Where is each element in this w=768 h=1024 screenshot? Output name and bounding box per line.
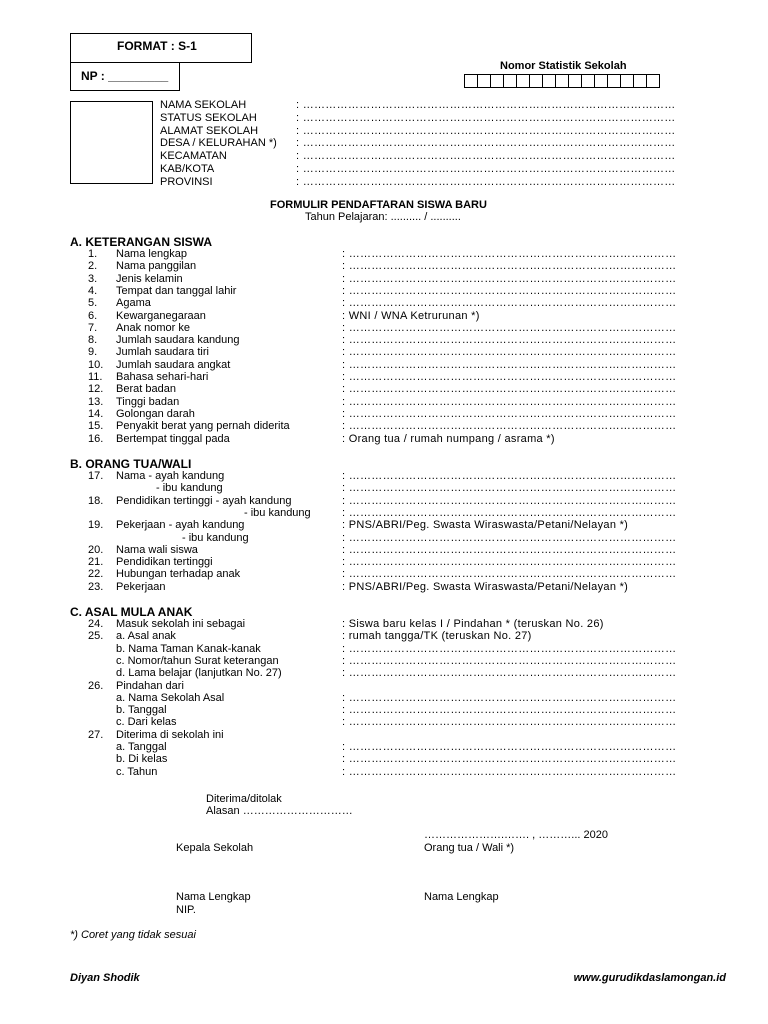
row-value: : …………………………………………………………………………… (342, 494, 677, 507)
school-info-label: KAB/KOTA (160, 163, 215, 175)
school-info-label: KECAMATAN (160, 150, 227, 163)
row-value: : WNI / WNA Ketrurunan *) (342, 309, 480, 322)
row-number: 5. (88, 297, 98, 310)
nss-cell (581, 74, 595, 88)
row-number: 11. (88, 371, 103, 383)
row-number: 20. (88, 543, 104, 556)
row-number: 26. (88, 679, 104, 692)
row-value: : …………………………………………………………………………… (342, 741, 677, 753)
nss-cell (529, 74, 543, 88)
footnote: *) Coret yang tidak sesuai (70, 929, 196, 941)
accepted-label: Diterima/ditolak (206, 793, 282, 805)
parent-title: Orang tua / Wali *) (424, 842, 515, 854)
row-value: : …………………………………………………………………………… (342, 260, 677, 273)
nss-cell (555, 74, 569, 88)
row-value: : …………………………………………………………………………… (342, 248, 677, 260)
row-label: Tinggi badan (116, 395, 180, 408)
row-number: 15. (88, 420, 104, 433)
row-value: : …………………………………………………………………………… (342, 654, 677, 667)
row-label: - ibu kandung (156, 482, 223, 495)
row-label: - ibu kandung (244, 506, 311, 519)
school-info-value: : ……………………………………………………………………………………… (296, 99, 676, 111)
row-label: b. Tanggal (116, 704, 167, 717)
row-label: Tempat dan tanggal lahir (116, 284, 237, 297)
row-label: Pendidikan tertinggi (116, 556, 213, 569)
nss-cell (594, 74, 608, 88)
footer-website: www.gurudikdaslamongan.id (573, 972, 726, 984)
nss-cell (620, 74, 634, 88)
row-label: c. Dari kelas (116, 716, 177, 729)
school-info-value: : ……………………………………………………………………………………… (296, 163, 676, 175)
row-value: : …………………………………………………………………………… (342, 358, 677, 371)
row-label: Nama panggilan (116, 260, 197, 273)
row-label: Pendidikan tertinggi - ayah kandung (116, 494, 292, 507)
principal-nip: NIP. (176, 904, 196, 916)
row-number: 8. (88, 334, 98, 347)
school-info-value: : ……………………………………………………………………………………… (296, 137, 676, 150)
nss-cell (607, 74, 621, 88)
section-b-heading: B. ORANG TUA/WALI (70, 457, 192, 471)
form-subtitle: Tahun Pelajaran: .......... / .......... (305, 211, 461, 223)
row-number: 3. (88, 272, 98, 285)
row-label: Hubungan terhadap anak (116, 568, 241, 581)
row-number: 25. (88, 630, 104, 643)
np-label: NP : _________ (81, 69, 169, 83)
row-value: : …………………………………………………………………………… (342, 482, 677, 495)
row-value: : Orang tua / rumah numpang / asrama *) (342, 432, 555, 445)
row-label: Kewarganegaraan (116, 309, 206, 322)
row-value: : …………………………………………………………………………… (342, 272, 677, 285)
row-label: a. Asal anak (116, 630, 176, 643)
row-value: : …………………………………………………………………………… (342, 407, 677, 420)
row-label: Anak nomor ke (116, 321, 190, 334)
row-label: b. Di kelas (116, 753, 168, 766)
row-value: : …………………………………………………………………………… (342, 383, 677, 396)
row-value: : …………………………………………………………………………… (342, 395, 677, 408)
row-value: : PNS/ABRI/Peg. Swasta Wiraswasta/Petani/Nelayan *) (342, 519, 629, 532)
row-label: d. Lama belajar (lanjutkan No. 27) (116, 667, 282, 680)
section-c-heading: C. ASAL MULA ANAK (70, 605, 193, 619)
row-number: 27. (88, 728, 104, 741)
row-value: : …………………………………………………………………………… (342, 371, 677, 383)
row-value: : …………………………………………………………………………… (342, 765, 677, 778)
row-label: c. Nomor/tahun Surat keterangan (116, 654, 279, 667)
row-number: 7. (88, 321, 98, 334)
school-info-label: PROVINSI (160, 175, 213, 188)
section-a-heading: A. KETERANGAN SISWA (70, 235, 213, 249)
row-label: Nama - ayah kandung (116, 470, 225, 482)
row-value: : …………………………………………………………………………… (342, 506, 677, 519)
photo-box (70, 101, 153, 184)
row-value: : …………………………………………………………………………… (342, 297, 677, 310)
row-value: : …………………………………………………………………………… (342, 568, 677, 581)
row-label: Pekerjaan (116, 580, 166, 593)
row-value: : PNS/ABRI/Peg. Swasta Wiraswasta/Petani/Nelayan *) (342, 580, 629, 593)
row-label: Jumlah saudara tiri (116, 346, 209, 359)
row-value: : Siswa baru kelas I / Pindahan * (teruskan No. 26) (342, 618, 604, 630)
format-box (70, 33, 252, 63)
row-value: : …………………………………………………………………………… (342, 420, 677, 433)
row-label: a. Tanggal (116, 741, 167, 753)
nss-cell (568, 74, 582, 88)
row-label: Agama (116, 297, 151, 310)
row-label: Berat badan (116, 383, 176, 396)
row-value: : …………………………………………………………………………… (342, 321, 677, 334)
row-label: c. Tahun (116, 765, 158, 778)
school-info-label: ALAMAT SEKOLAH (160, 124, 259, 137)
nss-cell (503, 74, 517, 88)
school-info-label: NAMA SEKOLAH (160, 99, 247, 111)
nss-cell (490, 74, 504, 88)
row-value: : …………………………………………………………………………… (342, 667, 677, 680)
row-number: 18. (88, 494, 104, 507)
school-info-value: : ……………………………………………………………………………………… (296, 175, 676, 188)
row-value: : …………………………………………………………………………… (342, 716, 677, 729)
row-number: 6. (88, 309, 98, 322)
school-info-value: : ……………………………………………………………………………………… (296, 124, 676, 137)
row-value: : …………………………………………………………………………… (342, 284, 677, 297)
row-number: 16. (88, 432, 104, 445)
school-info-value: : ……………………………………………………………………………………… (296, 111, 676, 124)
form-title: FORMULIR PENDAFTARAN SISWA BARU (270, 199, 487, 211)
row-number: 10. (88, 358, 104, 371)
principal-name: Nama Lengkap (176, 891, 251, 903)
row-value: : …………………………………………………………………………… (342, 470, 677, 482)
row-label: Masuk sekolah ini sebagai (116, 618, 246, 630)
nss-cell (633, 74, 647, 88)
row-label: Nama wali siswa (116, 543, 198, 556)
row-value: : …………………………………………………………………………… (342, 334, 677, 347)
nss-cell (542, 74, 556, 88)
row-value: : …………………………………………………………………………… (342, 346, 677, 359)
row-number: 17. (88, 470, 104, 482)
row-label: Jumlah saudara angkat (116, 358, 231, 371)
nss-label: Nomor Statistik Sekolah (500, 60, 627, 72)
row-label: Pindahan dari (116, 679, 184, 692)
principal-title: Kepala Sekolah (176, 842, 254, 854)
row-label: - ibu kandung (182, 531, 249, 544)
row-label: Golongan darah (116, 407, 195, 420)
school-info-label: DESA / KELURAHAN *) (160, 137, 277, 150)
school-info-label: STATUS SEKOLAH (160, 111, 257, 124)
row-label: a. Nama Sekolah Asal (116, 691, 225, 704)
row-number: 2. (88, 260, 98, 273)
row-number: 12. (88, 383, 104, 396)
nss-cell (646, 74, 660, 88)
row-number: 4. (88, 284, 98, 297)
row-number: 23. (88, 580, 104, 593)
np-box (70, 62, 180, 91)
row-label: Nama lengkap (116, 248, 187, 260)
row-number: 24. (88, 618, 104, 630)
row-number: 22. (88, 568, 104, 581)
row-value: : …………………………………………………………………………… (342, 531, 677, 544)
row-number: 13. (88, 395, 104, 408)
school-info-value: : ……………………………………………………………………………………… (296, 150, 676, 163)
row-label: Jumlah saudara kandung (116, 334, 240, 347)
row-number: 21. (88, 556, 104, 569)
row-value: : …………………………………………………………………………… (342, 704, 677, 717)
row-value: : …………………………………………………………………………… (342, 753, 677, 766)
row-value: : …………………………………………………………………………… (342, 691, 677, 704)
row-label: Pekerjaan - ayah kandung (116, 519, 245, 532)
row-value: : …………………………………………………………………………… (342, 642, 677, 655)
row-number: 19. (88, 519, 104, 532)
footer-author: Diyan Shodik (70, 972, 140, 984)
row-value: : rumah tangga/TK (teruskan No. 27) (342, 630, 532, 643)
place-date: ………………….……. , ………... 2020 (424, 829, 608, 841)
row-number: 14. (88, 407, 104, 420)
row-label: b. Nama Taman Kanak-kanak (116, 642, 261, 655)
reason-label: Alasan ………………………… (206, 805, 353, 817)
nss-cell (477, 74, 491, 88)
row-value: : …………………………………………………………………………… (342, 556, 677, 569)
row-label: Diterima di sekolah ini (116, 728, 224, 741)
row-label: Bahasa sehari-hari (116, 371, 209, 383)
row-label: Jenis kelamin (116, 272, 183, 285)
parent-name: Nama Lengkap (424, 891, 499, 903)
row-number: 9. (88, 346, 98, 359)
row-number: 1. (88, 248, 98, 260)
row-label: Bertempat tinggal pada (116, 432, 230, 445)
format-label: FORMAT : S-1 (117, 39, 197, 53)
row-value: : …………………………………………………………………………… (342, 543, 677, 556)
nss-cell (516, 74, 530, 88)
row-label: Penyakit berat yang pernah diderita (116, 420, 290, 433)
nss-cell (464, 74, 478, 88)
